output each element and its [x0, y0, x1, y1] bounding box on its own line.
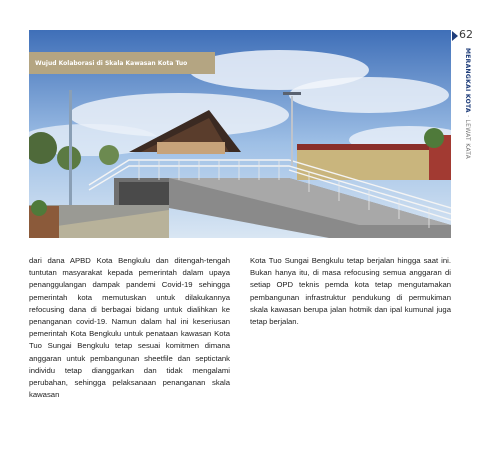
body-column-left: dari dana APBD Kota Bengkulu dan ditengah-tengah tuntutan masyarakat kepada pemerintah dalam upaya penanggulangan dampak pandemi Covid-19 sehingga pemerintah kota memutuskan untuk dilakukannya refocusing dana di berbagai bidang untuk dialihkan ke penanganan covid-19. Namun dalam hal ini keseriusan pemerintah Kota Bengkulu untuk penataan kawasan Kota Tuo Sungai Bengkulu tetap sesuai komitmen dimana anggaran untuk pembangunan sheetfile dan septictank individu tetap dianggarkan dan tidak mengalami perubahan, sehingga pelaksanaan penanganan skala kawasan — [29, 256, 230, 400]
caption-banner: Wujud Kolaborasi di Skala Kawasan Kota Tuo — [29, 52, 215, 74]
body-column-right: Kota Tuo Sungai Bengkulu tetap berjalan hingga saat ini. Bukan hanya itu, di masa refocusing semua anggaran di setiap OPD teknis pemda kota tetap mengutamakan pembangunan infrastruktur pendukung di permukiman skala kawasan berupa jalan hotmik dan ipal kumunal juga tetap berjalan. — [250, 256, 451, 327]
running-header-light: LEWAT KATA — [464, 119, 471, 160]
page-marker-icon — [452, 31, 458, 41]
running-header-strong: MERANGKAI KOTA — [464, 48, 471, 113]
running-header-separator: · — [464, 112, 471, 120]
running-header — [464, 48, 471, 159]
page-number: 62 — [459, 28, 473, 41]
